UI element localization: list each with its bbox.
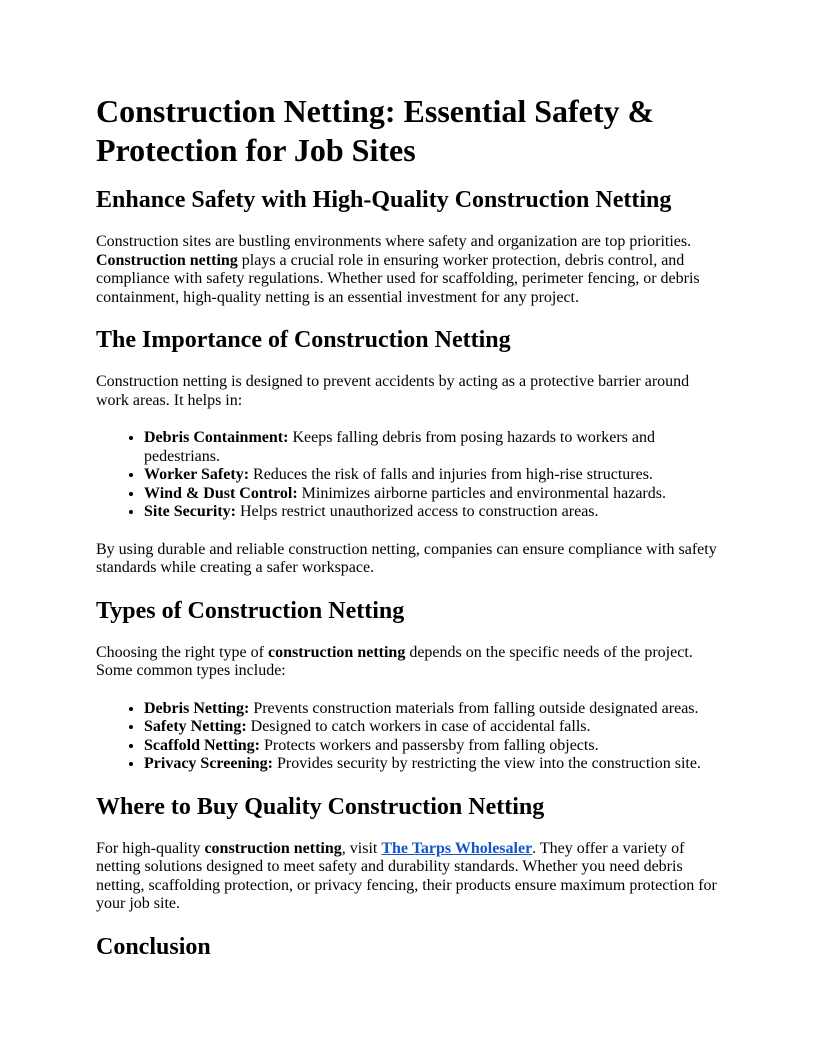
section-paragraph-importance-intro: Construction netting is designed to prevent accidents by acting as a protective barrier around work areas. It helps in: [96,373,690,409]
bold-text-run: Construction netting [96,251,238,269]
section-paragraph-intro [96,233,726,307]
list-item-text: Keeps falling debris from posing hazards to workers and pedestrians. [144,429,656,465]
text-run: Choosing the right type of [96,643,268,661]
list-item-text: Protects workers and passersby from falling objects. [259,736,599,754]
section-heading-importance: The Importance of Construction Netting [96,327,511,353]
list-item-text: Prevents construction materials from falling outside designated areas. [249,699,699,717]
list-item-label: Site Security: [144,503,236,520]
list-item-label: Wind & Dust Control: [144,484,298,502]
bullet-list-types [96,700,726,774]
tarps-wholesaler-link[interactable]: The Tarps Wholesaler [381,839,533,857]
section-heading-enhance-safety: Enhance Safety with High-Quality Construction Netting [96,187,672,213]
text-run: depends on the specific needs of the project. Some common types include: [96,643,693,679]
list-item [144,485,726,504]
list-item-label: Worker Safety: [144,466,250,483]
section-paragraph-types-intro [96,644,726,681]
list-item [144,503,726,522]
list-item [144,700,726,719]
list-item [144,466,726,485]
text-run: plays a crucial role in ensuring worker protection, debris control, and compliance with safety regulations. Whether used for scaffolding, perimeter fencing, or debris containment, high-quality netting is an essential investment for any project. [96,251,700,306]
text-run: . They offer a variety of netting solutions designed to meet safety and durability standards. Whether you need debris netting, scaffolding protection, or privacy fencing, their products ensure maximum protection for your job site. [96,839,717,912]
section-heading-conclusion: Conclusion [96,933,211,960]
list-item-label: Debris Containment: [144,429,289,446]
section-paragraph-where-to-buy [96,840,726,914]
bullet-list-importance [96,429,726,522]
list-item-label: Scaffold Netting: [144,736,260,754]
text-run: For high-quality [96,839,205,857]
section-heading-types: Types of Construction Netting [96,597,405,624]
list-item-text: Helps restrict unauthorized access to construction areas. [235,503,599,520]
text-run: , visit [341,839,382,857]
list-item-text: Designed to catch workers in case of accidental falls. [246,718,591,735]
section-paragraph-importance-outro: By using durable and reliable construction netting, companies can ensure compliance with safety standards while creating a safer workspace. [96,540,717,576]
section-heading-where-to-buy: Where to Buy Quality Construction Netting [96,793,545,820]
text-run: Construction sites are bustling environments where safety and organization are top priorities. [96,233,692,250]
list-item [144,718,726,737]
list-item [144,429,726,466]
list-item [144,737,726,756]
list-item-label: Debris Netting: [144,699,250,717]
list-item-label: Privacy Screening: [144,755,274,772]
list-item-text: Provides security by restricting the view into the construction site. [273,755,701,772]
bold-text-run: construction netting [204,839,342,857]
list-item [144,755,726,774]
list-item-label: Safety Netting: [144,718,247,735]
document-title: Construction Netting: Essential Safety & Protection for Job Sites [96,93,655,168]
list-item-text: Minimizes airborne particles and environmental hazards. [297,484,666,502]
bold-text-run: construction netting [267,643,406,661]
document-page [96,92,726,980]
list-item-text: Reduces the risk of falls and injuries from high-rise structures. [249,466,653,483]
